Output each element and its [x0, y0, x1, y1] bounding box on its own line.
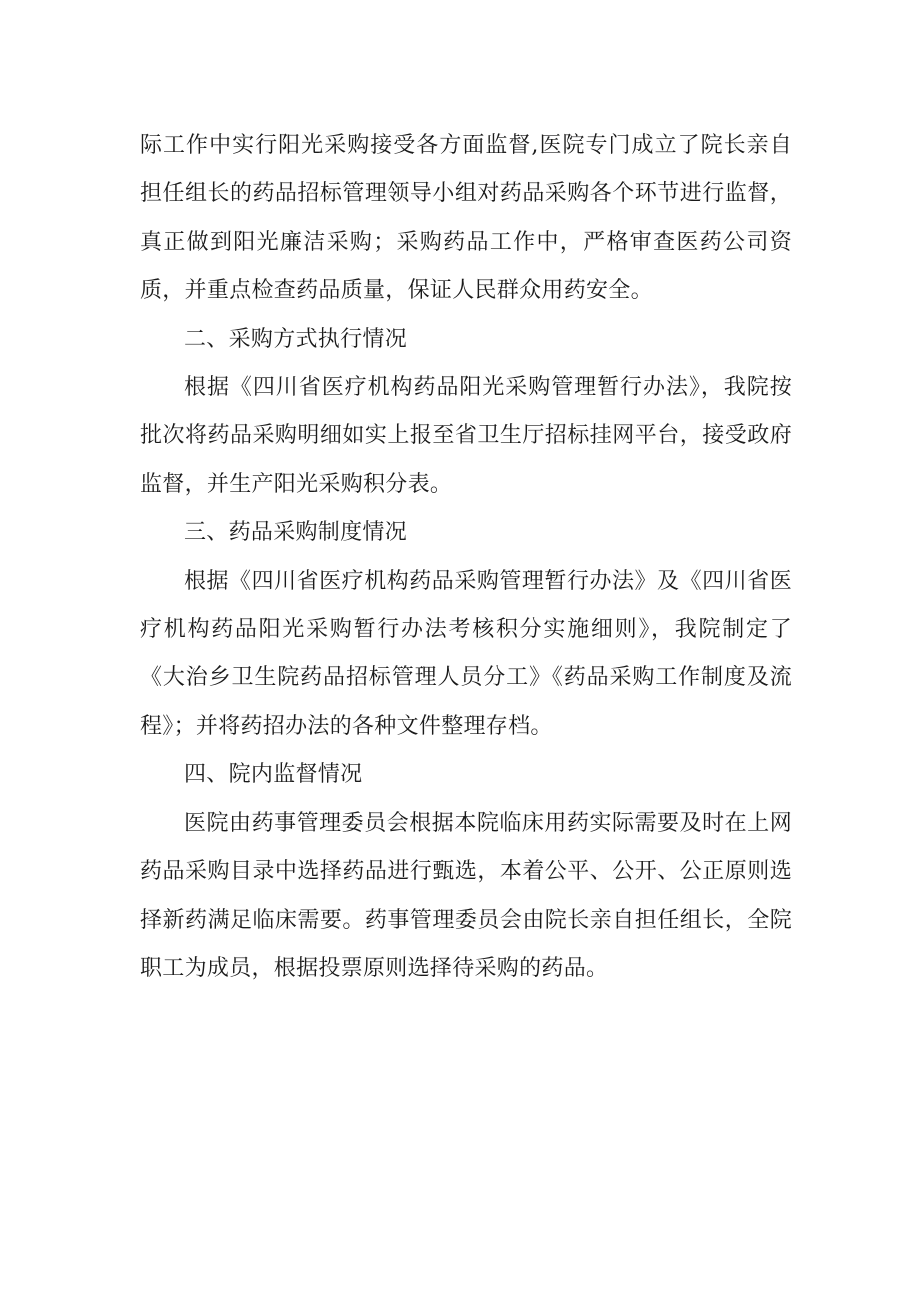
section-heading-procurement-system: 三、药品采购制度情况: [184, 520, 408, 546]
section-heading-procurement-method: 二、采购方式执行情况: [184, 326, 408, 352]
document-page: [140, 122, 792, 993]
paragraph-procurement-method: 根据《四川省医疗机构药品阳光采购管理暂行办法》，我院按批次将药品采购明细如实上报至省卫生厅招标挂网平台，接受政府监督，并生产阳光采购积分表。: [140, 375, 792, 497]
paragraph-internal-supervision: 医院由药事管理委员会根据本院临床用药实际需要及时在上网药品采购目录中选择药品进行甄选，本着公平、公开、公正原则选择新药满足临床需要。药事管理委员会由院长亲自担任组长，全院职工为成员，根据投票原则选择待采购的药品。: [140, 810, 792, 981]
section-heading-internal-supervision: 四、院内监督情况: [184, 762, 363, 788]
paragraph-continuation: 际工作中实行阳光采购接受各方面监督,医院专门成立了院长亲自担任组长的药品招标管理领导小组对药品采购各个环节进行监督，真正做到阳光廉洁采购；采购药品工作中，严格审查医药公司资质，并重点检查药品质量，保证人民群众用药安全。: [140, 133, 792, 304]
paragraph-procurement-system: 根据《四川省医疗机构药品采购管理暂行办法》及《四川省医疗机构药品阳光采购暂行办法考核积分实施细则》，我院制定了《大治乡卫生院药品招标管理人员分工》《药品采购工作制度及流程》；并将药招办法的各种文件整理存档。: [140, 568, 792, 739]
